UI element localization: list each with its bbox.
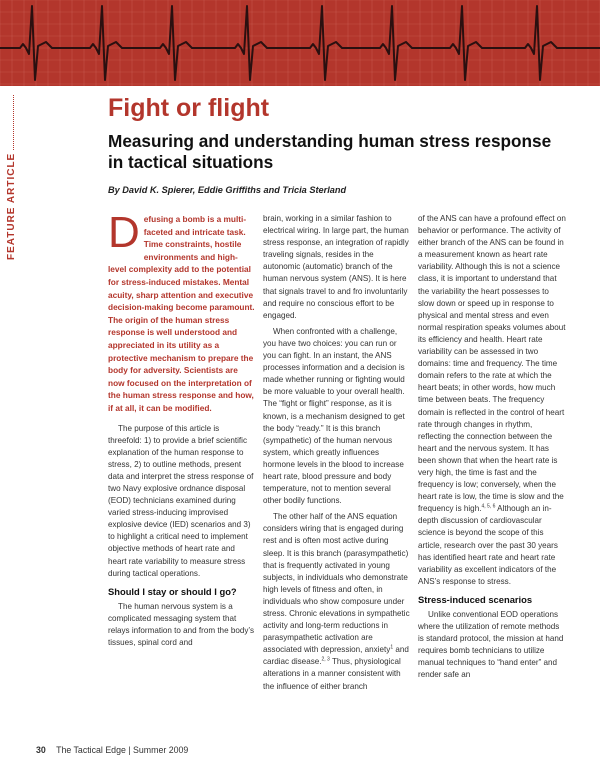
citation: 4, 5, 6	[481, 503, 496, 510]
text-run: Although an in-depth discussion of cardiovascular science is beyond the scope of this article, research over the past 30 years has identified heart rate and heart rate variability as excellent indicators of the ANS’s response to stress.	[418, 504, 558, 586]
section-heading: Stress-induced scenarios	[418, 593, 533, 605]
ekg-trace-graphic	[0, 0, 600, 86]
section-label-text: FEATURE ARTICLE	[6, 152, 17, 260]
paragraph: The purpose of this article is threefold: 1) to provide a brief scientific explanation of the human response to stress, 2) to outline methods, present data and interpret the stress response of two Navy explosive ordnance disposal (EOD) technicians examined during varied stress-inducing improvised explosive device (IED) scenarios and 3) to highlight a critical need to implement objective methods of heart rate and heart rate variability to measure stress during tactical operations.	[108, 423, 254, 578]
paragraph: brain, working in a similar fashion to electrical wiring. In large part, the human stress response, an integration of rapidly traveling signals, resides in the autonomic (automatic) branch of the human nervous system (ANS). It is here that signals travel to and fro involuntarily and require no conscious effort to be engaged.	[263, 214, 409, 320]
article-subtitle: Measuring and understanding human stress response in tactical situations	[108, 131, 552, 172]
citation: 1	[390, 644, 394, 651]
article-byline: By David K. Spierer, Eddie Griffiths and Tricia Sterland	[108, 185, 347, 195]
lead-paragraph	[108, 208, 255, 415]
text-run: and cardiac disease.	[263, 645, 409, 667]
text-run: of the ANS can have a profound effect on behavior or performance. The activity of either branch of the ANS can be found in a measurement known as heart rate variability. Although this is not a science class, it is important to understand that the variability the heart possesses to slow down or speed up in response to physical and mental stress and even normal respiration speaks volumes about its efficiency and health. Heart rate variability can be assessed in two domains: time and frequency. The time domain refers to the rate at which the heart beats; in other words, how much time between beats. The frequency domain is reflected in the control of heart rate through changes in rhythm, reflecting the connection between the heart and the nervous system. It has been shown that when the heart rate is very high, the time is fast and the frequency is low; conversely, when the heart rate is low, the time is slow and the frequency is high.	[418, 214, 566, 514]
paragraph	[263, 511, 410, 692]
column-3	[418, 213, 566, 686]
citation: 2, 3	[321, 656, 330, 663]
lead-text: efusing a bomb is a multi-faceted and intricate task. Time constraints, hostile environments and high-level complexity add to the potential for stress-induced mistakes. Mental acuity, sharp attention and executive decision-making become paramount. The origin of the human stress response is well understood and appreciated in its utility as a protective mechanism to prepare the body for adversity. Scientists are now focused on the interpretation of the human stress response and how, if at all, it can be modified.	[108, 214, 255, 413]
column-1	[108, 208, 255, 653]
section-label	[6, 152, 20, 262]
page-number: 30	[36, 745, 46, 755]
publication-name: The Tactical Edge | Summer 2009	[56, 745, 189, 755]
paragraph: Unlike conventional EOD operations where the utilization of remote methods is standard protocol, the mission at hand requires bomb technicians to utilize manual techniques to “hand enter” and render safe an	[418, 610, 564, 680]
section-heading: Should I stay or should I go?	[108, 585, 237, 597]
column-2	[263, 213, 410, 697]
text-run: Thus, physiological alterations in a manner consistent with the influence of either branch	[263, 657, 401, 691]
header-banner	[0, 0, 600, 86]
page-footer	[36, 745, 188, 755]
drop-cap: D	[108, 208, 140, 257]
side-divider	[13, 95, 14, 150]
text-run: The other half of the ANS equation considers wiring that is engaged during rest and is often most active during sleep. It is this branch (parasympathetic) that is frequently activated in young subjects, in individuals who demonstrate high levels of fitness and often, in individuals who show composure under stress. Chronic elevations in sympathetic activity and long-term reductions in parasympathetic activation are associated with depression, anxiety	[263, 512, 410, 655]
paragraph: When confronted with a challenge, you have two choices: you can run or you can fight. In an instant, the ANS processes information and a decision is made whether running or fighting would be more valuable to your overall health. The “fight or flight” response, as it is known, is a mechanism designed to get the body “ready.” It is this branch (sympathetic) of the human nervous system, which greatly influences hormone levels in the blood to increase heart rate, blood pressure and body temperature, not to mention several other bodily functions.	[263, 326, 405, 506]
paragraph	[418, 213, 566, 588]
article-title: Fight or flight	[108, 94, 270, 122]
paragraph: The human nervous system is a complicated messaging system that relays information to and from the body’s tissues, spinal cord and	[108, 601, 255, 648]
